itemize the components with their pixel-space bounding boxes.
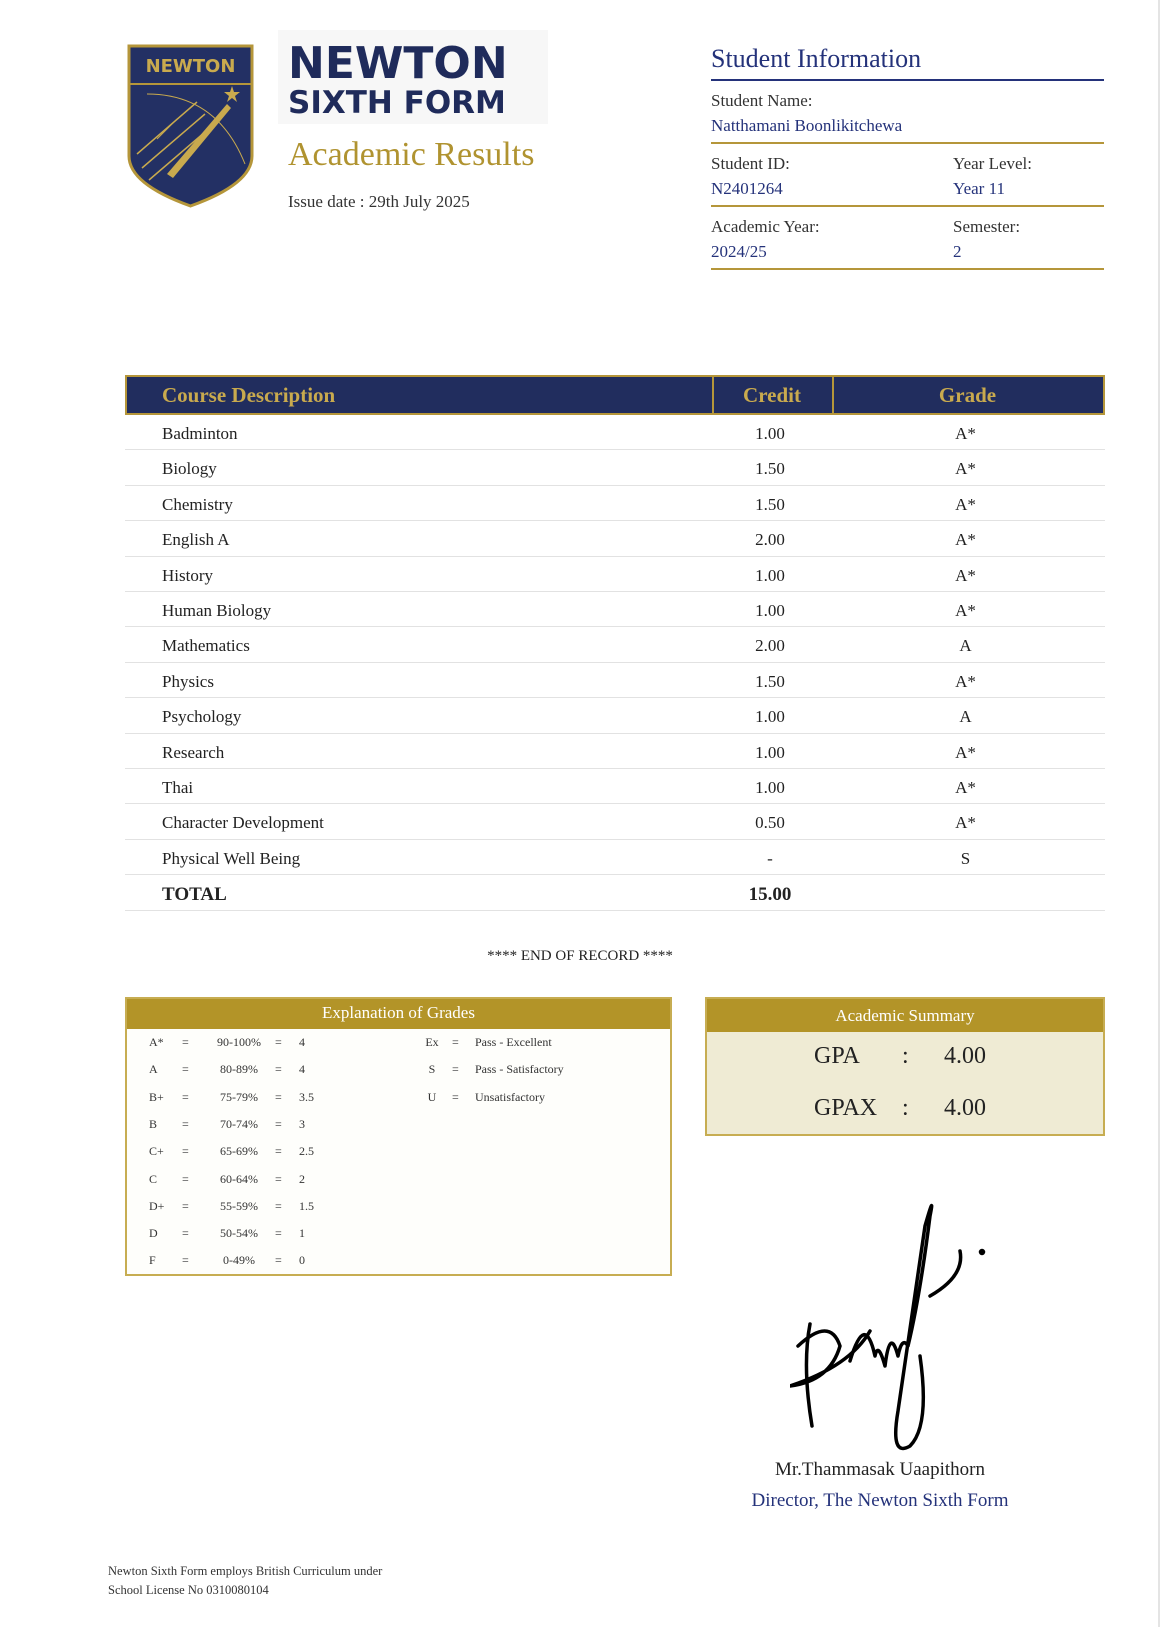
header-grade: Grade <box>938 383 997 407</box>
grade-range: 0-49% <box>223 1253 255 1268</box>
grade-points: 0 <box>299 1253 305 1268</box>
course-credit: 1.50 <box>755 671 785 691</box>
course-grade: A* <box>955 565 976 585</box>
table-row <box>125 840 1105 875</box>
grade-letter: B <box>149 1116 158 1131</box>
grade-range: 70-74% <box>220 1116 258 1131</box>
equals-sign: = <box>182 1062 189 1077</box>
table-row <box>125 415 1105 450</box>
course-grade: A* <box>955 813 976 833</box>
table-row <box>125 698 1105 733</box>
course-name: Physical Well Being <box>162 848 301 868</box>
course-credit: 1.00 <box>755 707 785 727</box>
grade-letter: D <box>149 1226 158 1241</box>
academic-year-label: Academic Year: <box>711 217 820 236</box>
grade-range: 90-100% <box>217 1035 261 1049</box>
equals-sign: = <box>275 1171 282 1186</box>
course-credit: 1.00 <box>755 424 785 443</box>
course-grade: A* <box>955 671 976 691</box>
grade-range: 65-69% <box>220 1144 258 1159</box>
equals-sign: = <box>275 1116 282 1131</box>
course-credit: 1.50 <box>755 494 785 514</box>
signer-name: Mr.Thammasak Uaapithorn <box>774 1459 985 1480</box>
grade-letter: F <box>149 1253 156 1268</box>
grade-explanation-title: Explanation of Grades <box>127 999 670 1029</box>
table-row <box>125 804 1105 839</box>
gpax-label: GPAX <box>814 1095 878 1121</box>
pass-grade-letter: Ex <box>425 1035 439 1049</box>
course-name: Psychology <box>162 707 242 727</box>
grade-letter: D+ <box>149 1198 165 1213</box>
student-name-row <box>711 81 1104 144</box>
gpa-value: 4.00 <box>944 1043 986 1069</box>
results-table-header <box>125 375 1105 415</box>
equals-sign: = <box>182 1171 189 1186</box>
grade-letter: B+ <box>149 1089 164 1104</box>
crest-text: NEWTON <box>145 56 236 77</box>
course-name: English A <box>162 530 230 550</box>
course-grade: A* <box>955 530 976 550</box>
course-credit: 1.00 <box>755 565 785 585</box>
equals-sign: = <box>182 1035 189 1049</box>
course-name: Physics <box>162 671 214 691</box>
course-credit: 0.50 <box>755 813 785 833</box>
course-grade: A* <box>955 777 976 797</box>
course-name: Mathematics <box>162 636 250 656</box>
signer-title: Director, The Newton Sixth Form <box>751 1490 1009 1511</box>
academic-summary-box <box>705 997 1105 1136</box>
pass-grade-description: Unsatisfactory <box>475 1089 545 1104</box>
grade-points: 2 <box>299 1171 305 1186</box>
pass-grade-description: Pass - Excellent <box>475 1035 552 1049</box>
course-credit: 2.00 <box>755 530 785 550</box>
equals-sign: = <box>275 1253 282 1268</box>
course-grade: A <box>959 636 972 656</box>
table-row <box>125 557 1105 592</box>
gpax-colon: : <box>902 1095 909 1121</box>
course-name: History <box>162 565 213 585</box>
course-name: Badminton <box>162 424 238 443</box>
brand-name-line2: SIXTH FORM <box>288 85 506 121</box>
course-name: Biology <box>162 459 217 479</box>
grade-points: 1 <box>299 1226 305 1241</box>
director-signature <box>790 1196 1000 1458</box>
course-grade: A <box>959 707 972 727</box>
school-brand <box>278 30 548 124</box>
course-credit: 2.00 <box>755 636 785 656</box>
student-name-label: Student Name: <box>711 91 813 110</box>
grade-range: 50-54% <box>220 1226 258 1241</box>
school-crest-logo <box>127 44 254 208</box>
gpa-colon: : <box>902 1043 909 1069</box>
course-credit: 1.50 <box>755 459 785 479</box>
equals-sign: = <box>275 1198 282 1213</box>
results-table-body <box>125 415 1105 875</box>
equals-sign: = <box>275 1226 282 1241</box>
course-name: Thai <box>162 777 194 797</box>
equals-sign: = <box>452 1089 459 1104</box>
footer-note <box>108 1562 382 1600</box>
grade-points: 1.5 <box>299 1198 314 1213</box>
grade-range: 60-64% <box>220 1171 258 1186</box>
grade-points: 4 <box>299 1062 305 1077</box>
total-row <box>125 875 1105 911</box>
course-grade: A* <box>955 494 976 514</box>
table-row <box>125 521 1105 556</box>
equals-sign: = <box>275 1035 282 1049</box>
course-grade: A* <box>955 742 976 762</box>
grade-points: 3.5 <box>299 1089 314 1104</box>
course-grade: S <box>960 848 971 868</box>
course-grade: A* <box>955 600 976 620</box>
grade-explanation-box <box>125 997 672 1276</box>
header-course-description: Course Description <box>162 383 336 407</box>
header-credit: Credit <box>743 383 801 407</box>
student-name-value: Natthamani Boonlikitchewa <box>711 116 903 135</box>
student-information-title: Student Information <box>711 44 1104 81</box>
grade-letter: C+ <box>149 1144 164 1159</box>
course-grade: A* <box>955 424 976 443</box>
equals-sign: = <box>275 1144 282 1159</box>
course-credit: - <box>767 848 773 868</box>
table-row <box>125 592 1105 627</box>
course-credit: 1.00 <box>755 777 785 797</box>
equals-sign: = <box>182 1144 189 1159</box>
total-credit: 15.00 <box>748 884 792 906</box>
equals-sign: = <box>452 1062 459 1077</box>
pass-grade-letter: S <box>428 1062 436 1077</box>
academic-year-value: 2024/25 <box>711 242 767 261</box>
table-row <box>125 663 1105 698</box>
grade-letter: A* <box>149 1035 164 1049</box>
student-id-value: N2401264 <box>711 179 783 198</box>
equals-sign: = <box>182 1226 189 1241</box>
course-grade: A* <box>955 459 976 479</box>
year-level-label: Year Level: <box>953 154 1032 173</box>
results-table <box>125 375 1105 911</box>
semester-value: 2 <box>953 242 962 261</box>
gpa-label: GPA <box>814 1043 860 1069</box>
student-id-label: Student ID: <box>711 154 790 173</box>
academic-year-row <box>711 207 1104 270</box>
grade-letter: C <box>149 1171 158 1186</box>
grade-range: 55-59% <box>220 1198 258 1213</box>
year-level-value: Year 11 <box>953 179 1005 198</box>
footer-line-2: School License No 0310080104 <box>108 1583 269 1597</box>
table-row <box>125 734 1105 769</box>
grade-points: 3 <box>299 1116 305 1131</box>
equals-sign: = <box>182 1253 189 1268</box>
course-credit: 1.00 <box>755 600 785 620</box>
course-name: Character Development <box>162 813 324 833</box>
grade-points: 4 <box>299 1035 305 1049</box>
course-credit: 1.00 <box>755 742 785 762</box>
equals-sign: = <box>182 1089 189 1104</box>
end-of-record: **** END OF RECORD **** <box>487 948 673 964</box>
equals-sign: = <box>275 1062 282 1077</box>
table-row <box>125 450 1105 485</box>
course-name: Research <box>162 742 225 762</box>
table-row <box>125 627 1105 662</box>
equals-sign: = <box>182 1198 189 1213</box>
brand-name-line1: NEWTON <box>288 38 508 89</box>
footer-line-1: Newton Sixth Form employs British Curriculum under <box>108 1564 383 1578</box>
pass-grade-letter: U <box>427 1089 437 1104</box>
course-name: Chemistry <box>162 494 233 514</box>
course-name: Human Biology <box>162 600 272 620</box>
grade-range: 75-79% <box>220 1089 258 1104</box>
student-id-row <box>711 144 1104 207</box>
student-information <box>711 44 1104 270</box>
pass-grade-description: Pass - Satisfactory <box>475 1062 564 1077</box>
gpax-value: 4.00 <box>944 1095 986 1121</box>
equals-sign: = <box>275 1089 282 1104</box>
equals-sign: = <box>182 1116 189 1131</box>
table-row <box>125 486 1105 521</box>
semester-label: Semester: <box>953 217 1021 236</box>
issue-date: Issue date : 29th July 2025 <box>288 192 470 211</box>
grade-range: 80-89% <box>220 1062 258 1077</box>
table-row <box>125 769 1105 804</box>
academic-summary-title: Academic Summary <box>707 999 1103 1032</box>
total-label: TOTAL <box>162 884 227 906</box>
document-title: Academic Results <box>288 136 535 173</box>
grade-letter: A <box>149 1062 158 1077</box>
equals-sign: = <box>452 1035 459 1049</box>
grade-points: 2.5 <box>299 1144 314 1159</box>
